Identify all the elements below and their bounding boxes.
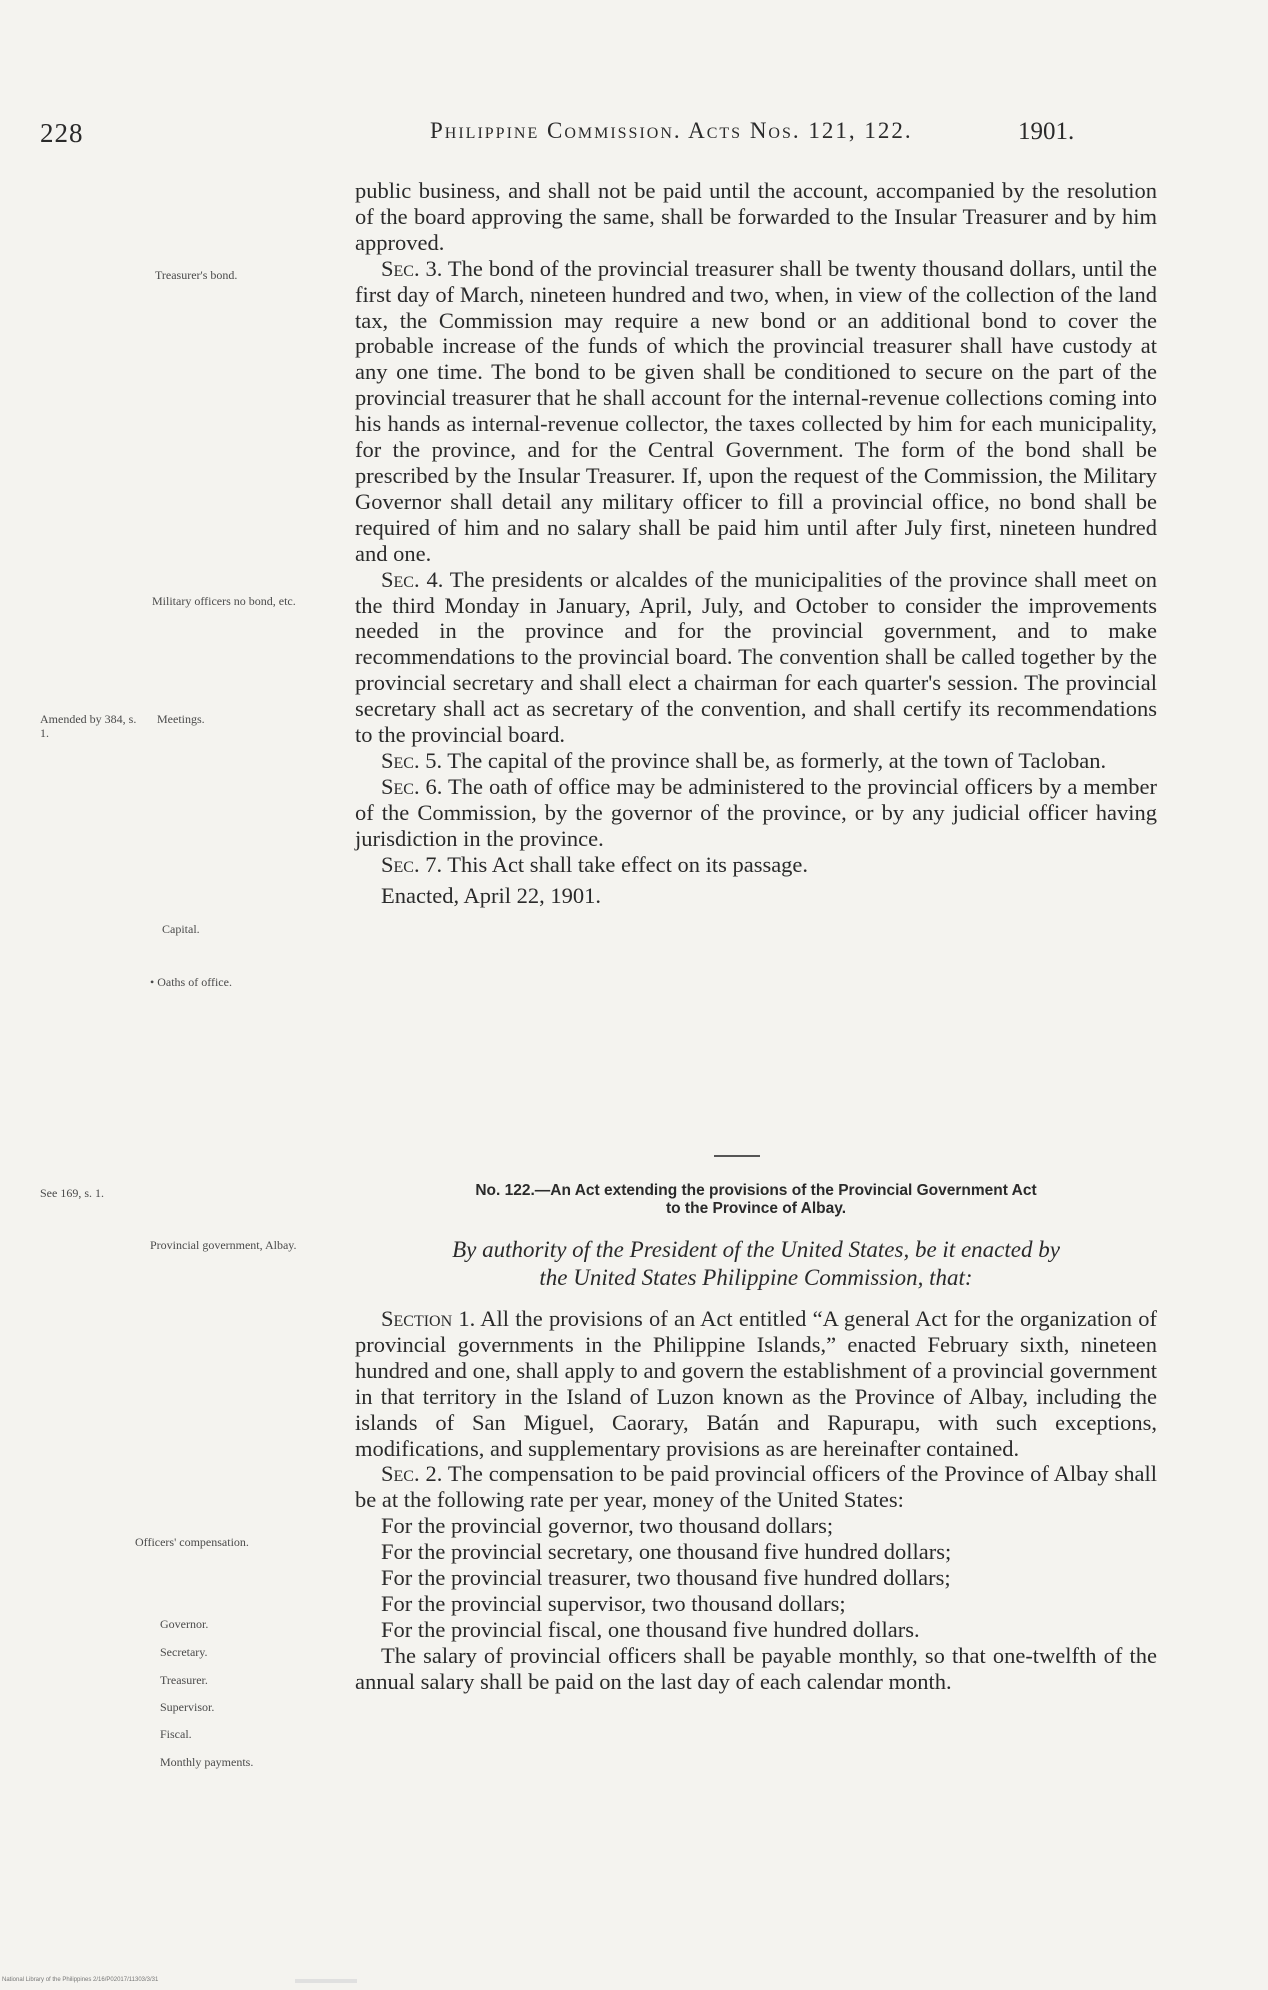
- act-122-title: [355, 1182, 1157, 1218]
- scan-footer: National Library of the Philippines 2/16/P02017/11303/3/31: [2, 1977, 159, 1983]
- monthly-payments-paragraph: The salary of provincial officers shall be payable monthly, so that one-twelfth of the annual salary shall be paid on the last day of each calendar month.: [355, 1642, 1157, 1694]
- act-121-body: [355, 178, 1157, 909]
- margin-note-provincial-government: Provincial government, Albay.: [150, 1238, 297, 1252]
- enacting-line-2: the United States Philippine Commission, that:: [539, 1265, 973, 1290]
- scan-footer-bar: [295, 1979, 357, 1983]
- section-3: [355, 256, 1157, 567]
- act-122-section-2-label: Sec. 2.: [381, 1461, 443, 1487]
- continuation-paragraph: public business, and shall not be paid until the account, accompanied by the resolution of the board approving the same, shall be forwarded to the Insular Treasurer and by him approved.: [355, 178, 1157, 255]
- section-5-label: Sec. 5.: [381, 747, 443, 773]
- margin-note-secretary: Secretary.: [160, 1645, 208, 1659]
- section-5-text: The capital of the province shall be, as formerly, at the town of Tacloban.: [442, 747, 1107, 773]
- margin-note-oaths: • Oaths of office.: [150, 975, 232, 989]
- page-header: [40, 118, 1100, 158]
- section-6: [355, 774, 1157, 852]
- governor-rate: For the provincial governor, two thousand dollars;: [381, 1513, 834, 1539]
- section-6-text: The oath of office may be administered to the provincial officers by a member of the Commission, by the governor of the province, or by any judicial officer having jurisdiction in the province.: [355, 773, 1157, 851]
- enacting-clause: [355, 1236, 1157, 1292]
- margin-note-military-officers: Military officers no bond, etc.: [152, 594, 296, 608]
- header-year: 1901.: [1018, 118, 1075, 145]
- margin-note-monthly-payments: Monthly payments.: [160, 1755, 254, 1769]
- margin-note-governor: Governor.: [160, 1617, 209, 1631]
- section-3-text: The bond of the provincial treasurer shall be twenty thousand dollars, until the first day of March, nineteen hundred and two, when, in view of the collection of the land tax, the Commission may require a new bond or an additional bond to cover the probable increase of the funds of which the provincial treasurer shall have custody at any one time. The bond to be given shall be conditioned to secure on the part of the provincial treasurer that he shall account for the internal-revenue collections coming into his hands as internal-revenue collector, the taxes collected by him for each municipality, for the province, and for the Central Government. The form of the bond shall be prescribed by the Insular Treasurer. If, upon the request of the Commission, the Military Governor shall detail any military officer to fill a provincial office, no bond shall be required of him and no salary shall be paid him until after July first, nineteen hundred and one.: [355, 255, 1157, 566]
- margin-note-fiscal: Fiscal.: [160, 1727, 192, 1741]
- section-divider: [714, 1155, 760, 1157]
- act-122-section-2-text: The compensation to be paid provincial officers of the Province of Albay shall be at the following rate per year, money of the United States:: [355, 1461, 1157, 1513]
- act-122-section-1: [355, 1306, 1157, 1461]
- margin-note-amended: Amended by 384, s. 1.: [40, 712, 137, 740]
- act-122-body: [355, 1306, 1157, 1695]
- act-122-section-1-label: Section 1.: [381, 1306, 476, 1331]
- supervisor-rate: For the provincial supervisor, two thousand dollars;: [381, 1590, 846, 1616]
- section-7-label: Sec. 7.: [381, 851, 443, 877]
- section-5: [355, 748, 1157, 774]
- section-4-label: Sec. 4.: [381, 566, 444, 592]
- margin-note-treasurers-bond: Treasurer's bond.: [155, 268, 238, 282]
- treasurer-rate: For the provincial treasurer, two thousand five hundred dollars;: [381, 1565, 951, 1591]
- running-head: Philippine Commission. Acts Nos. 121, 122.: [430, 118, 913, 143]
- margin-note-supervisor: Supervisor.: [160, 1700, 215, 1714]
- margin-note-meetings: Meetings.: [157, 712, 205, 726]
- section-3-label: Sec. 3.: [381, 255, 443, 281]
- section-7-text: This Act shall take effect on its passage.: [442, 851, 809, 877]
- act-122-section-2: [355, 1461, 1157, 1513]
- section-7: [355, 852, 1157, 878]
- enacted-date: Enacted, April 22, 1901.: [381, 883, 601, 909]
- margin-note-capital: Capital.: [162, 922, 200, 936]
- margin-note-officers-compensation: Officers' compensation.: [135, 1535, 249, 1549]
- section-4: [355, 567, 1157, 748]
- fiscal-rate: For the provincial fiscal, one thousand five hundred dollars.: [381, 1616, 920, 1642]
- act-122-title-line-1: No. 122.—An Act extending the provisions of the Provincial Government Act: [475, 1182, 1037, 1199]
- enacting-line-1: By authority of the President of the United States, be it enacted by: [452, 1237, 1060, 1262]
- act-122-section-1-text: All the provisions of an Act entitled “A general Act for the organization of provincial governments in the Philippine Islands,” enacted February sixth, nineteen hundred and one, shall apply to and govern the establishment of a provincial government in that territory in the Island of Luzon known as the Province of Albay, including the islands of San Miguel, Caorary, Batán and Rapurapu, with such exceptions, modifications, and supplementary provisions as are hereinafter contained.: [355, 1306, 1157, 1461]
- margin-note-see-169: See 169, s. 1.: [40, 1186, 104, 1200]
- page-number: 228: [40, 118, 84, 148]
- margin-note-treasurer: Treasurer.: [160, 1673, 208, 1687]
- secretary-rate: For the provincial secretary, one thousand five hundred dollars;: [381, 1539, 952, 1565]
- section-4-text: The presidents or alcaldes of the municipalities of the province shall meet on the third Monday in January, April, July, and October to consider the improvements needed in the province and for the provincial government, and to make recommendations to the provincial board. The convention shall be called together by the provincial secretary and shall elect a chairman for each quarter's session. The provincial secretary shall act as secretary of the convention, and shall certify its recommendations to the provincial board.: [355, 566, 1157, 748]
- act-122-title-line-2: to the Province of Albay.: [666, 1200, 846, 1217]
- section-6-label: Sec. 6.: [381, 773, 443, 799]
